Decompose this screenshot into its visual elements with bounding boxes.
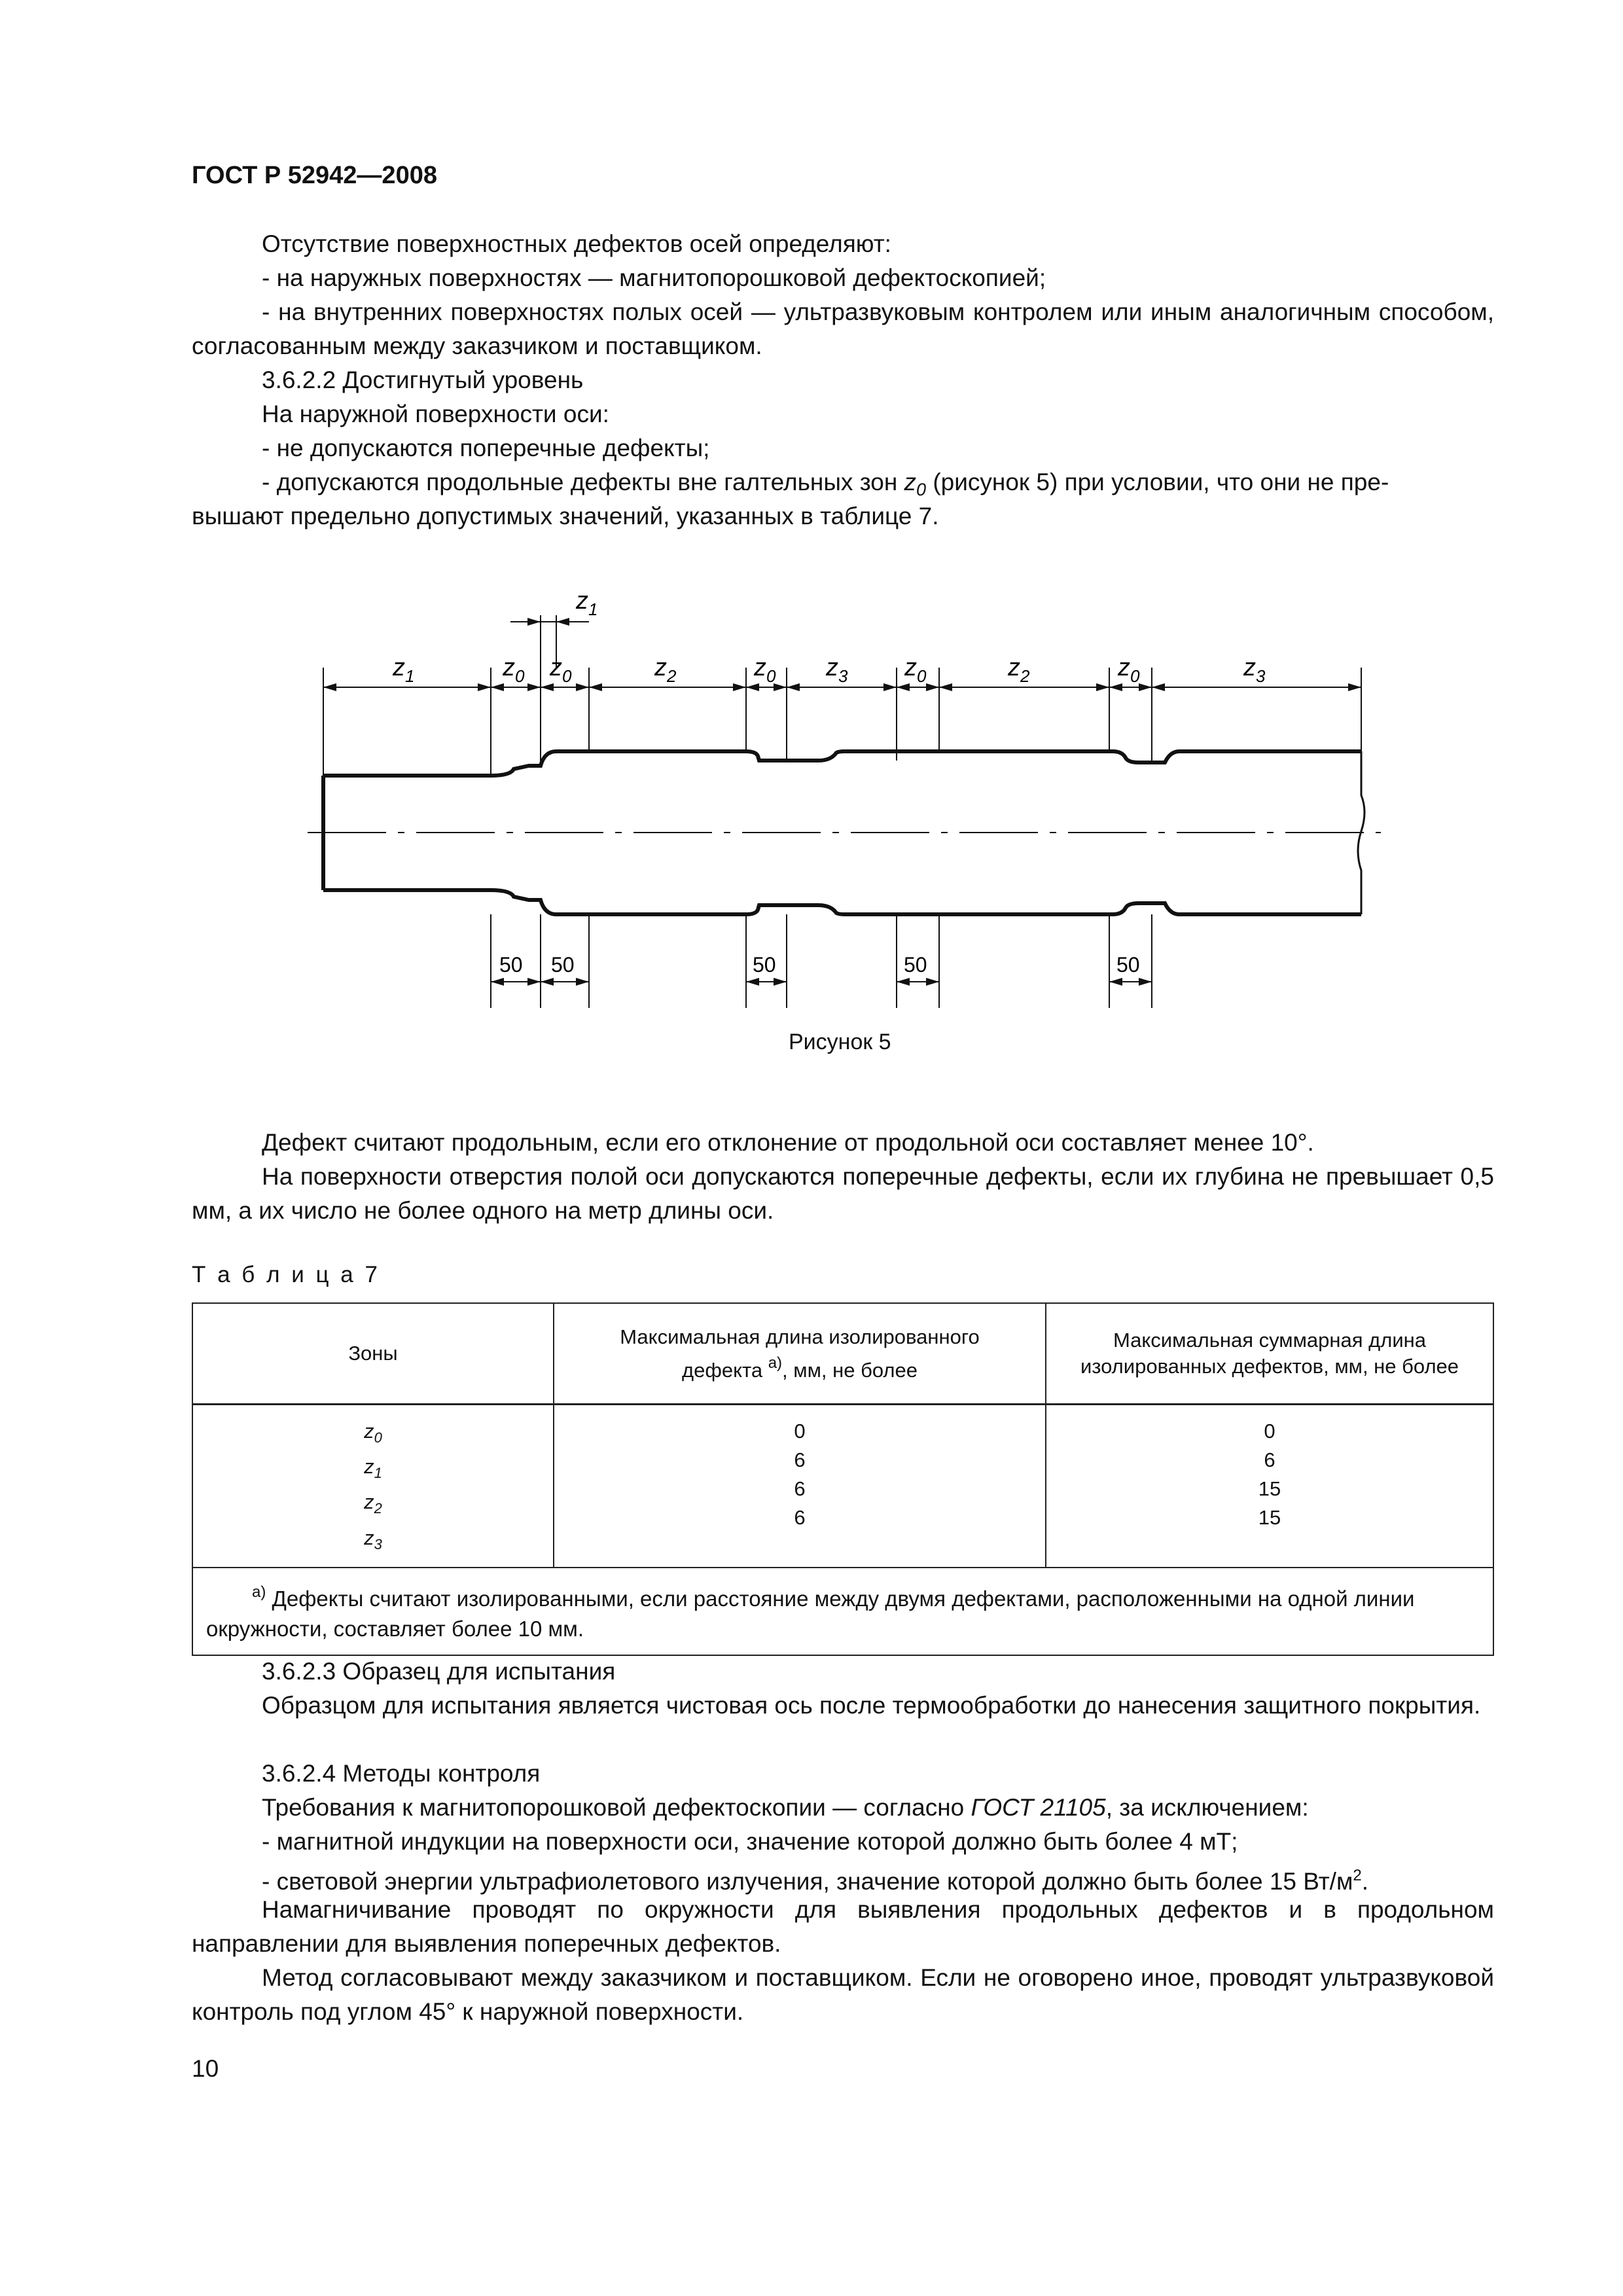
- header-text: дефекта: [682, 1358, 768, 1382]
- paragraph: На поверхности отверстия полой оси допускаются поперечные дефекты, если их глубина не превышает 0,5 мм, а их число не более одного на метр длины оси.: [192, 1163, 1494, 1224]
- max-sum-value: 0: [1264, 1420, 1275, 1443]
- header-line: Максимальная длина изолированного: [620, 1325, 980, 1348]
- superscript: 2: [1353, 1867, 1362, 1884]
- list-item: - магнитной индукции на поверхности оси, значение которой должно быть более 4 мТ;: [262, 1828, 1238, 1855]
- max-length-value: 0: [794, 1420, 806, 1443]
- paragraph: Намагничивание проводят по окружности для выявления продольных дефектов и в продольном направлении для выявления поперечных дефектов.: [192, 1896, 1494, 1957]
- max-length-value: 6: [794, 1448, 806, 1471]
- section-heading: 3.6.2.4 Методы контроля: [262, 1760, 541, 1787]
- zone-value: $z_2$: [364, 1490, 382, 1517]
- zone-label: $z_0$: [754, 654, 776, 686]
- max-length-value: 6: [794, 1477, 806, 1500]
- zone-label: $z_1$: [393, 654, 415, 686]
- zone-label: $z_0$: [904, 654, 927, 686]
- table-data-row: [192, 1405, 1493, 1568]
- page-number: 10: [192, 2055, 219, 2082]
- zone-symbol: z: [904, 469, 917, 495]
- max-sum-value: 15: [1258, 1506, 1281, 1529]
- zone-label: $z_3$: [1243, 654, 1266, 686]
- zone-value: $z_0$: [364, 1420, 382, 1446]
- zone-label: $z_3$: [826, 654, 848, 686]
- list-item: - на внутренних поверхностях полых осей — ультразвуковым контролем или иным аналогичным способом, согласованным между заказчиком и поставщиком.: [192, 298, 1494, 359]
- paragraph: Образцом для испытания является чистовая ось после термообработки до нанесения защитного покрытия.: [262, 1692, 1481, 1719]
- footnote-mark: а): [252, 1583, 266, 1601]
- shaft-outline-top: [323, 751, 1361, 776]
- text-run: - допускаются продольные дефекты вне галтельных зон: [262, 469, 904, 495]
- column-header-zones: Зоны: [192, 1303, 554, 1405]
- column-header-max-length: [554, 1303, 1046, 1405]
- header-line: Максимальная суммарная длина: [1113, 1329, 1427, 1352]
- zone-label: $z_0$: [550, 654, 572, 686]
- list-item: - не допускаются поперечные дефекты;: [262, 435, 710, 461]
- table-footnote-row: [192, 1568, 1493, 1655]
- footnote-ref: а): [768, 1354, 783, 1372]
- table-7: [192, 1302, 1494, 1656]
- table-title: Т а б л и ц а 7: [192, 1262, 380, 1287]
- paragraph: Отсутствие поверхностных дефектов осей определяют:: [262, 230, 891, 257]
- dim-value: 50: [1116, 953, 1140, 977]
- zones-cell: [192, 1405, 554, 1568]
- dim-value: 50: [551, 953, 575, 977]
- document-header: ГОСТ Р 52942—2008: [192, 162, 437, 189]
- figure-caption: Рисунок 5: [789, 1030, 891, 1054]
- text-run: - световой энергии ультрафиолетового излучения, значение которой должно быть более 15 Вт/м: [262, 1868, 1353, 1895]
- dim-value: 50: [499, 953, 523, 977]
- text-run: , за исключением:: [1105, 1794, 1309, 1821]
- zone-label: $z_0$: [503, 654, 525, 686]
- zone-label: $z_2$: [1008, 654, 1030, 686]
- column-header-max-sum: [1046, 1303, 1493, 1405]
- header-line: [561, 1350, 1039, 1384]
- max-sum-cell: [1046, 1405, 1493, 1568]
- max-sum-value: 6: [1264, 1448, 1275, 1471]
- zone-label: $z_2$: [654, 654, 677, 686]
- paragraph: Метод согласовывают между заказчиком и поставщиком. Если не оговорено иное, проводят ультразвуковой контроль под углом 45° к наружной поверхности.: [192, 1964, 1494, 2025]
- header-text: , мм, не более: [782, 1358, 918, 1382]
- text-run: (рисунок 5) при условии, что они не пре-: [926, 469, 1389, 495]
- shaft-outline-bottom: [323, 890, 1361, 914]
- standard-reference: ГОСТ 21105: [971, 1794, 1106, 1821]
- shaft-drawing: [288, 576, 1400, 1021]
- paragraph: Дефект считают продольным, если его отклонение от продольной оси составляет менее 10°.: [262, 1129, 1314, 1156]
- max-length-value: 6: [794, 1506, 806, 1529]
- dim-value: 50: [753, 953, 776, 977]
- text-run: .: [1361, 1868, 1369, 1895]
- paragraph: [262, 1791, 1309, 1825]
- zone-label: $z_0$: [1118, 654, 1140, 686]
- footnote-text: Дефекты считают изолированными, если расстояние между двумя дефектами, расположенными на одной линии окружности, составляет более 10 мм.: [206, 1586, 1415, 1641]
- paragraph-continuation: вышают предельно допустимых значений, указанных в таблице 7.: [192, 503, 939, 529]
- zone-value: $z_1$: [364, 1455, 382, 1482]
- section-heading: 3.6.2.3 Образец для испытания: [262, 1658, 616, 1685]
- max-length-cell: [554, 1405, 1046, 1568]
- text-run: Требования к магнитопорошковой дефектоскопии — согласно: [262, 1794, 971, 1821]
- zone-value: $z_3$: [364, 1526, 382, 1552]
- paragraph: На наружной поверхности оси:: [262, 401, 609, 427]
- dim-label-top-z1: $z_1$: [576, 587, 598, 619]
- header-line: изолированных дефектов, мм, не более: [1080, 1355, 1459, 1378]
- section-heading: 3.6.2.2 Достигнутый уровень: [262, 367, 584, 393]
- list-item: - на наружных поверхностях — магнитопорошковой дефектоскопией;: [262, 264, 1046, 291]
- dim-value: 50: [904, 953, 927, 977]
- zone-subscript: 0: [916, 480, 927, 499]
- max-sum-value: 15: [1258, 1477, 1281, 1500]
- table-footnote: [192, 1568, 1493, 1655]
